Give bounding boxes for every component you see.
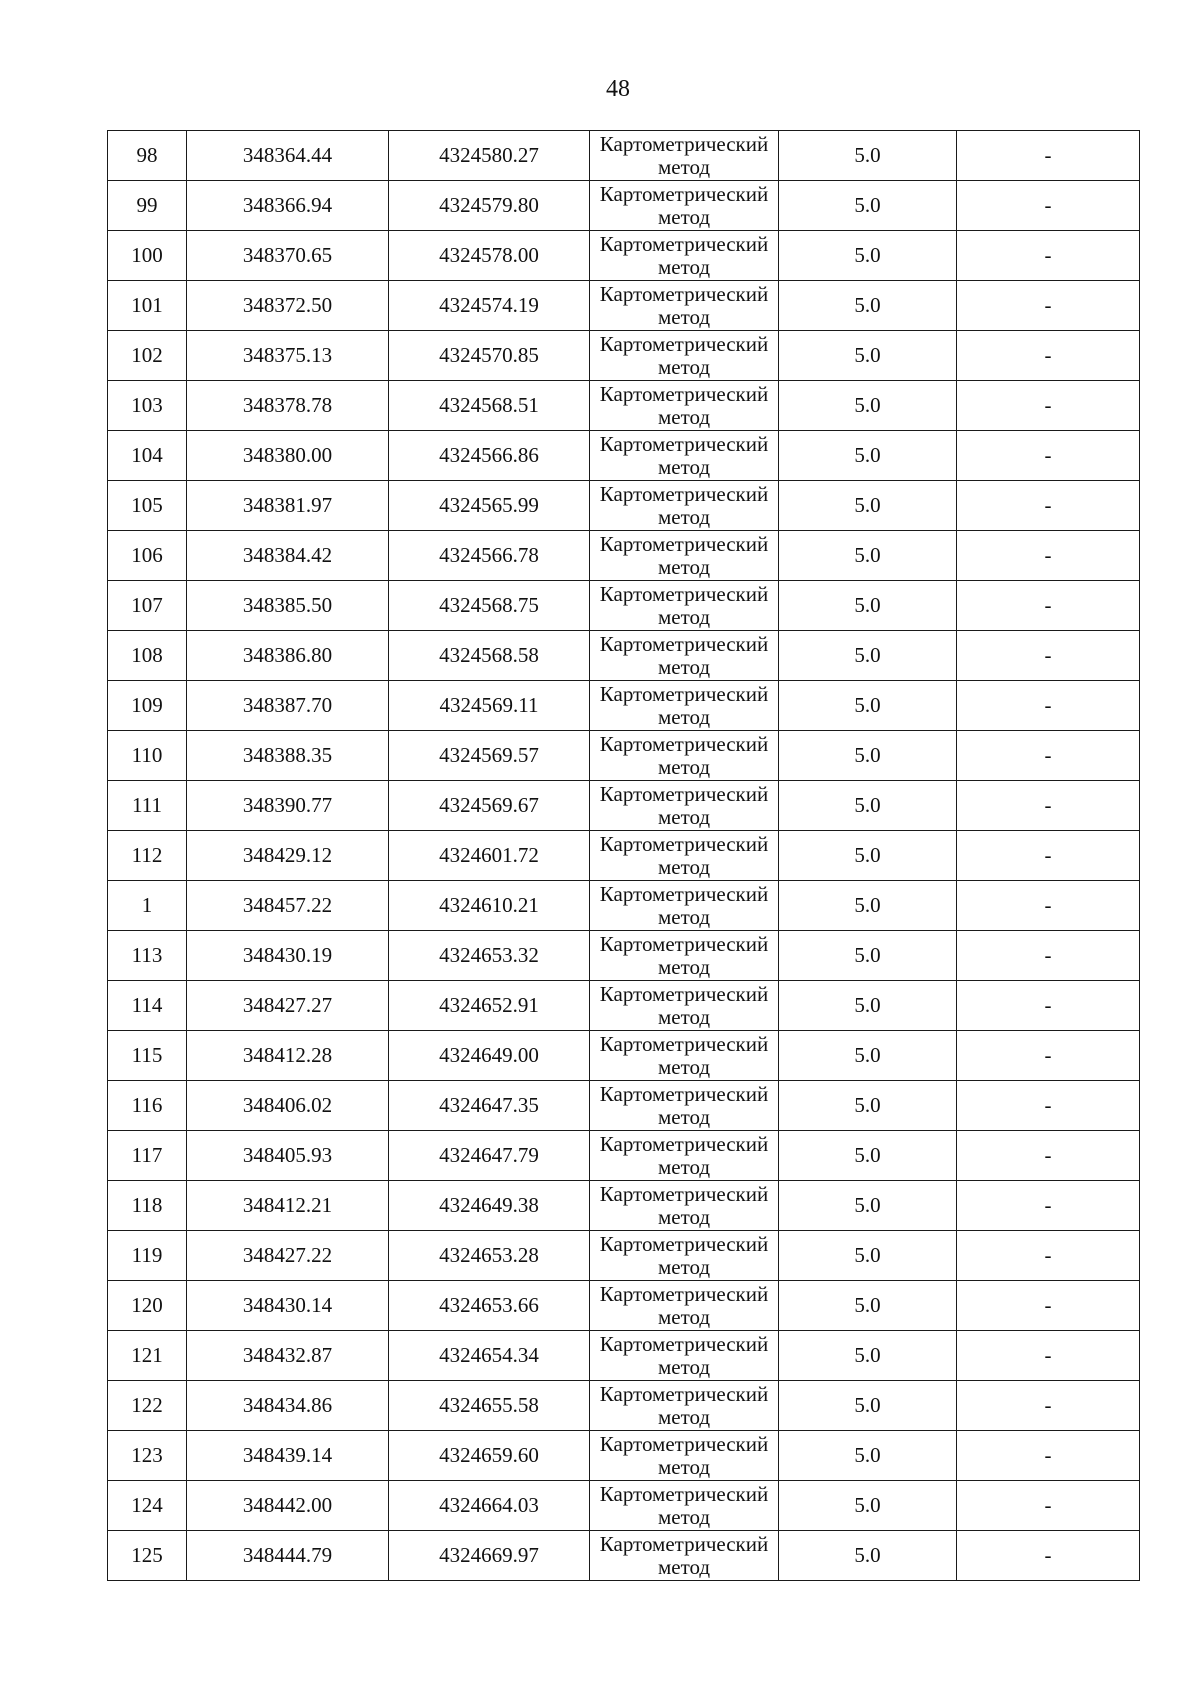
accuracy-cell: 5.0 (779, 1231, 957, 1281)
note-cell: - (957, 1531, 1140, 1581)
table-row (108, 781, 1140, 831)
x-coordinate-cell: 348427.22 (187, 1231, 389, 1281)
point-number-cell: 98 (108, 131, 187, 181)
point-number-cell: 123 (108, 1431, 187, 1481)
accuracy-cell: 5.0 (779, 1081, 957, 1131)
x-coordinate-cell: 348384.42 (187, 531, 389, 581)
point-number-cell: 103 (108, 381, 187, 431)
point-number-cell: 125 (108, 1531, 187, 1581)
y-coordinate-cell: 4324568.51 (389, 381, 590, 431)
point-number-cell: 118 (108, 1181, 187, 1231)
table-row (108, 231, 1140, 281)
point-number-cell: 102 (108, 331, 187, 381)
note-cell: - (957, 531, 1140, 581)
method-line-1: Картометрический (599, 431, 769, 456)
accuracy-cell: 5.0 (779, 1281, 957, 1331)
table-row (108, 631, 1140, 681)
note-cell: - (957, 1281, 1140, 1331)
note-cell: - (957, 1081, 1140, 1131)
method-line-2: метод (657, 254, 711, 279)
method-line-1: Картометрический (599, 1531, 769, 1556)
x-coordinate-cell: 348412.28 (187, 1031, 389, 1081)
method-cell (590, 1131, 779, 1181)
method-cell (590, 631, 779, 681)
note-cell: - (957, 231, 1140, 281)
method-line-2: метод (657, 1304, 711, 1329)
table-row (108, 881, 1140, 931)
method-line-2: метод (657, 1554, 711, 1579)
table-row (108, 381, 1140, 431)
method-cell (590, 1381, 779, 1431)
method-line-1: Картометрический (599, 831, 769, 856)
method-line-1: Картометрический (599, 1131, 769, 1156)
x-coordinate-cell: 348412.21 (187, 1181, 389, 1231)
x-coordinate-cell: 348442.00 (187, 1481, 389, 1531)
table-row (108, 1131, 1140, 1181)
method-line-1: Картометрический (599, 1381, 769, 1406)
point-number-cell: 1 (108, 881, 187, 931)
point-number-cell: 113 (108, 931, 187, 981)
y-coordinate-cell: 4324578.00 (389, 231, 590, 281)
point-number-cell: 115 (108, 1031, 187, 1081)
method-line-2: метод (657, 754, 711, 779)
method-line-2: метод (657, 1454, 711, 1479)
table-row (108, 1081, 1140, 1131)
table-row (108, 1431, 1140, 1481)
x-coordinate-cell: 348381.97 (187, 481, 389, 531)
accuracy-cell: 5.0 (779, 1381, 957, 1431)
method-cell (590, 1481, 779, 1531)
accuracy-cell: 5.0 (779, 731, 957, 781)
note-cell: - (957, 881, 1140, 931)
method-line-1: Картометрический (599, 1281, 769, 1306)
method-line-1: Картометрический (599, 1231, 769, 1256)
x-coordinate-cell: 348378.78 (187, 381, 389, 431)
method-line-2: метод (657, 1204, 711, 1229)
method-cell (590, 331, 779, 381)
table-row (108, 981, 1140, 1031)
table-row (108, 1381, 1140, 1431)
y-coordinate-cell: 4324566.78 (389, 531, 590, 581)
x-coordinate-cell: 348385.50 (187, 581, 389, 631)
y-coordinate-cell: 4324568.58 (389, 631, 590, 681)
note-cell: - (957, 931, 1140, 981)
x-coordinate-cell: 348457.22 (187, 881, 389, 931)
note-cell: - (957, 1031, 1140, 1081)
table-row (108, 281, 1140, 331)
accuracy-cell: 5.0 (779, 481, 957, 531)
method-line-2: метод (657, 1254, 711, 1279)
point-number-cell: 100 (108, 231, 187, 281)
coordinates-table (107, 130, 1140, 1581)
point-number-cell: 122 (108, 1381, 187, 1431)
method-cell (590, 581, 779, 631)
point-number-cell: 101 (108, 281, 187, 331)
table-row (108, 531, 1140, 581)
x-coordinate-cell: 348364.44 (187, 131, 389, 181)
method-cell (590, 481, 779, 531)
x-coordinate-cell: 348434.86 (187, 1381, 389, 1431)
point-number-cell: 99 (108, 181, 187, 231)
method-line-1: Картометрический (599, 231, 769, 256)
method-line-2: метод (657, 1404, 711, 1429)
table-row (108, 1181, 1140, 1231)
method-line-1: Картометрический (599, 931, 769, 956)
note-cell: - (957, 731, 1140, 781)
table-row (108, 181, 1140, 231)
accuracy-cell: 5.0 (779, 881, 957, 931)
method-cell (590, 1081, 779, 1131)
x-coordinate-cell: 348439.14 (187, 1431, 389, 1481)
method-line-2: метод (657, 1054, 711, 1079)
note-cell: - (957, 781, 1140, 831)
x-coordinate-cell: 348390.77 (187, 781, 389, 831)
y-coordinate-cell: 4324669.97 (389, 1531, 590, 1581)
accuracy-cell: 5.0 (779, 831, 957, 881)
y-coordinate-cell: 4324579.80 (389, 181, 590, 231)
accuracy-cell: 5.0 (779, 131, 957, 181)
method-cell (590, 731, 779, 781)
method-cell (590, 1181, 779, 1231)
point-number-cell: 124 (108, 1481, 187, 1531)
method-cell (590, 831, 779, 881)
accuracy-cell: 5.0 (779, 1131, 957, 1181)
method-line-2: метод (657, 204, 711, 229)
method-line-1: Картометрический (599, 281, 769, 306)
y-coordinate-cell: 4324569.11 (389, 681, 590, 731)
table-row (108, 1331, 1140, 1381)
accuracy-cell: 5.0 (779, 281, 957, 331)
y-coordinate-cell: 4324664.03 (389, 1481, 590, 1531)
x-coordinate-cell: 348380.00 (187, 431, 389, 481)
x-coordinate-cell: 348432.87 (187, 1331, 389, 1381)
method-cell (590, 131, 779, 181)
table-row (108, 1481, 1140, 1531)
table-row (108, 931, 1140, 981)
method-cell (590, 1281, 779, 1331)
note-cell: - (957, 381, 1140, 431)
table-row (108, 431, 1140, 481)
point-number-cell: 120 (108, 1281, 187, 1331)
method-line-2: метод (657, 654, 711, 679)
x-coordinate-cell: 348444.79 (187, 1531, 389, 1581)
method-line-1: Картометрический (599, 1431, 769, 1456)
accuracy-cell: 5.0 (779, 531, 957, 581)
note-cell: - (957, 331, 1140, 381)
method-cell (590, 981, 779, 1031)
method-cell (590, 781, 779, 831)
method-line-2: метод (657, 404, 711, 429)
note-cell: - (957, 431, 1140, 481)
point-number-cell: 105 (108, 481, 187, 531)
table-row (108, 1231, 1140, 1281)
x-coordinate-cell: 348406.02 (187, 1081, 389, 1131)
table-row (108, 581, 1140, 631)
note-cell: - (957, 981, 1140, 1031)
accuracy-cell: 5.0 (779, 1431, 957, 1481)
method-cell (590, 231, 779, 281)
method-line-2: метод (657, 604, 711, 629)
method-line-1: Картометрический (599, 331, 769, 356)
y-coordinate-cell: 4324580.27 (389, 131, 590, 181)
y-coordinate-cell: 4324570.85 (389, 331, 590, 381)
method-line-1: Картометрический (599, 631, 769, 656)
table-row (108, 1281, 1140, 1331)
method-line-2: метод (657, 904, 711, 929)
y-coordinate-cell: 4324569.57 (389, 731, 590, 781)
note-cell: - (957, 1481, 1140, 1531)
method-cell (590, 1531, 779, 1581)
y-coordinate-cell: 4324568.75 (389, 581, 590, 631)
method-line-2: метод (657, 304, 711, 329)
note-cell: - (957, 1181, 1140, 1231)
coordinates-table-body (108, 131, 1140, 1581)
method-line-1: Картометрический (599, 1081, 769, 1106)
point-number-cell: 107 (108, 581, 187, 631)
note-cell: - (957, 481, 1140, 531)
y-coordinate-cell: 4324574.19 (389, 281, 590, 331)
y-coordinate-cell: 4324659.60 (389, 1431, 590, 1481)
point-number-cell: 108 (108, 631, 187, 681)
method-line-2: метод (657, 554, 711, 579)
method-line-1: Картометрический (599, 531, 769, 556)
table-row (108, 681, 1140, 731)
y-coordinate-cell: 4324655.58 (389, 1381, 590, 1431)
method-cell (590, 681, 779, 731)
point-number-cell: 106 (108, 531, 187, 581)
point-number-cell: 119 (108, 1231, 187, 1281)
method-line-1: Картометрический (599, 481, 769, 506)
point-number-cell: 114 (108, 981, 187, 1031)
table-row (108, 731, 1140, 781)
method-line-1: Картометрический (599, 1181, 769, 1206)
method-line-1: Картометрический (599, 981, 769, 1006)
method-line-2: метод (657, 504, 711, 529)
method-cell (590, 1231, 779, 1281)
method-cell (590, 881, 779, 931)
table-row (108, 331, 1140, 381)
point-number-cell: 111 (108, 781, 187, 831)
method-cell (590, 531, 779, 581)
accuracy-cell: 5.0 (779, 1481, 957, 1531)
method-cell (590, 1031, 779, 1081)
note-cell: - (957, 281, 1140, 331)
note-cell: - (957, 1381, 1140, 1431)
x-coordinate-cell: 348387.70 (187, 681, 389, 731)
method-line-1: Картометрический (599, 1031, 769, 1056)
note-cell: - (957, 131, 1140, 181)
y-coordinate-cell: 4324649.38 (389, 1181, 590, 1231)
note-cell: - (957, 1131, 1140, 1181)
accuracy-cell: 5.0 (779, 431, 957, 481)
y-coordinate-cell: 4324647.79 (389, 1131, 590, 1181)
accuracy-cell: 5.0 (779, 181, 957, 231)
method-line-2: метод (657, 854, 711, 879)
accuracy-cell: 5.0 (779, 331, 957, 381)
method-line-1: Картометрический (599, 881, 769, 906)
x-coordinate-cell: 348429.12 (187, 831, 389, 881)
note-cell: - (957, 181, 1140, 231)
x-coordinate-cell: 348388.35 (187, 731, 389, 781)
y-coordinate-cell: 4324565.99 (389, 481, 590, 531)
accuracy-cell: 5.0 (779, 1181, 957, 1231)
method-cell (590, 931, 779, 981)
accuracy-cell: 5.0 (779, 381, 957, 431)
method-cell (590, 381, 779, 431)
note-cell: - (957, 1231, 1140, 1281)
note-cell: - (957, 581, 1140, 631)
note-cell: - (957, 681, 1140, 731)
y-coordinate-cell: 4324649.00 (389, 1031, 590, 1081)
method-line-1: Картометрический (599, 181, 769, 206)
point-number-cell: 116 (108, 1081, 187, 1131)
note-cell: - (957, 631, 1140, 681)
table-row (108, 131, 1140, 181)
method-line-2: метод (657, 1504, 711, 1529)
note-cell: - (957, 1431, 1140, 1481)
method-line-2: метод (657, 454, 711, 479)
table-row (108, 1531, 1140, 1581)
accuracy-cell: 5.0 (779, 981, 957, 1031)
y-coordinate-cell: 4324653.32 (389, 931, 590, 981)
method-line-2: метод (657, 1004, 711, 1029)
table-row (108, 1031, 1140, 1081)
method-line-2: метод (657, 1154, 711, 1179)
method-cell (590, 1431, 779, 1481)
method-line-1: Картометрический (599, 581, 769, 606)
method-line-1: Картометрический (599, 681, 769, 706)
x-coordinate-cell: 348370.65 (187, 231, 389, 281)
y-coordinate-cell: 4324647.35 (389, 1081, 590, 1131)
table-row (108, 481, 1140, 531)
method-line-1: Картометрический (599, 131, 769, 156)
y-coordinate-cell: 4324566.86 (389, 431, 590, 481)
point-number-cell: 117 (108, 1131, 187, 1181)
method-line-2: метод (657, 1354, 711, 1379)
accuracy-cell: 5.0 (779, 1031, 957, 1081)
point-number-cell: 109 (108, 681, 187, 731)
accuracy-cell: 5.0 (779, 781, 957, 831)
method-cell (590, 281, 779, 331)
x-coordinate-cell: 348427.27 (187, 981, 389, 1031)
y-coordinate-cell: 4324601.72 (389, 831, 590, 881)
accuracy-cell: 5.0 (779, 1331, 957, 1381)
accuracy-cell: 5.0 (779, 681, 957, 731)
point-number-cell: 121 (108, 1331, 187, 1381)
method-line-1: Картометрический (599, 1331, 769, 1356)
point-number-cell: 104 (108, 431, 187, 481)
point-number-cell: 112 (108, 831, 187, 881)
method-line-1: Картометрический (599, 1481, 769, 1506)
method-line-2: метод (657, 354, 711, 379)
method-cell (590, 431, 779, 481)
x-coordinate-cell: 348430.14 (187, 1281, 389, 1331)
x-coordinate-cell: 348366.94 (187, 181, 389, 231)
method-line-1: Картометрический (599, 731, 769, 756)
method-line-2: метод (657, 704, 711, 729)
accuracy-cell: 5.0 (779, 631, 957, 681)
accuracy-cell: 5.0 (779, 231, 957, 281)
method-line-2: метод (657, 954, 711, 979)
x-coordinate-cell: 348430.19 (187, 931, 389, 981)
note-cell: - (957, 831, 1140, 881)
accuracy-cell: 5.0 (779, 931, 957, 981)
table-row (108, 831, 1140, 881)
y-coordinate-cell: 4324653.28 (389, 1231, 590, 1281)
method-cell (590, 181, 779, 231)
y-coordinate-cell: 4324610.21 (389, 881, 590, 931)
x-coordinate-cell: 348372.50 (187, 281, 389, 331)
y-coordinate-cell: 4324569.67 (389, 781, 590, 831)
x-coordinate-cell: 348405.93 (187, 1131, 389, 1181)
method-line-1: Картометрический (599, 381, 769, 406)
y-coordinate-cell: 4324654.34 (389, 1331, 590, 1381)
method-line-2: метод (657, 154, 711, 179)
y-coordinate-cell: 4324653.66 (389, 1281, 590, 1331)
method-line-2: метод (657, 804, 711, 829)
accuracy-cell: 5.0 (779, 581, 957, 631)
method-line-1: Картометрический (599, 781, 769, 806)
x-coordinate-cell: 348375.13 (187, 331, 389, 381)
method-cell (590, 1331, 779, 1381)
x-coordinate-cell: 348386.80 (187, 631, 389, 681)
page-number: 48 (606, 76, 630, 102)
point-number-cell: 110 (108, 731, 187, 781)
accuracy-cell: 5.0 (779, 1531, 957, 1581)
y-coordinate-cell: 4324652.91 (389, 981, 590, 1031)
note-cell: - (957, 1331, 1140, 1381)
method-line-2: метод (657, 1104, 711, 1129)
